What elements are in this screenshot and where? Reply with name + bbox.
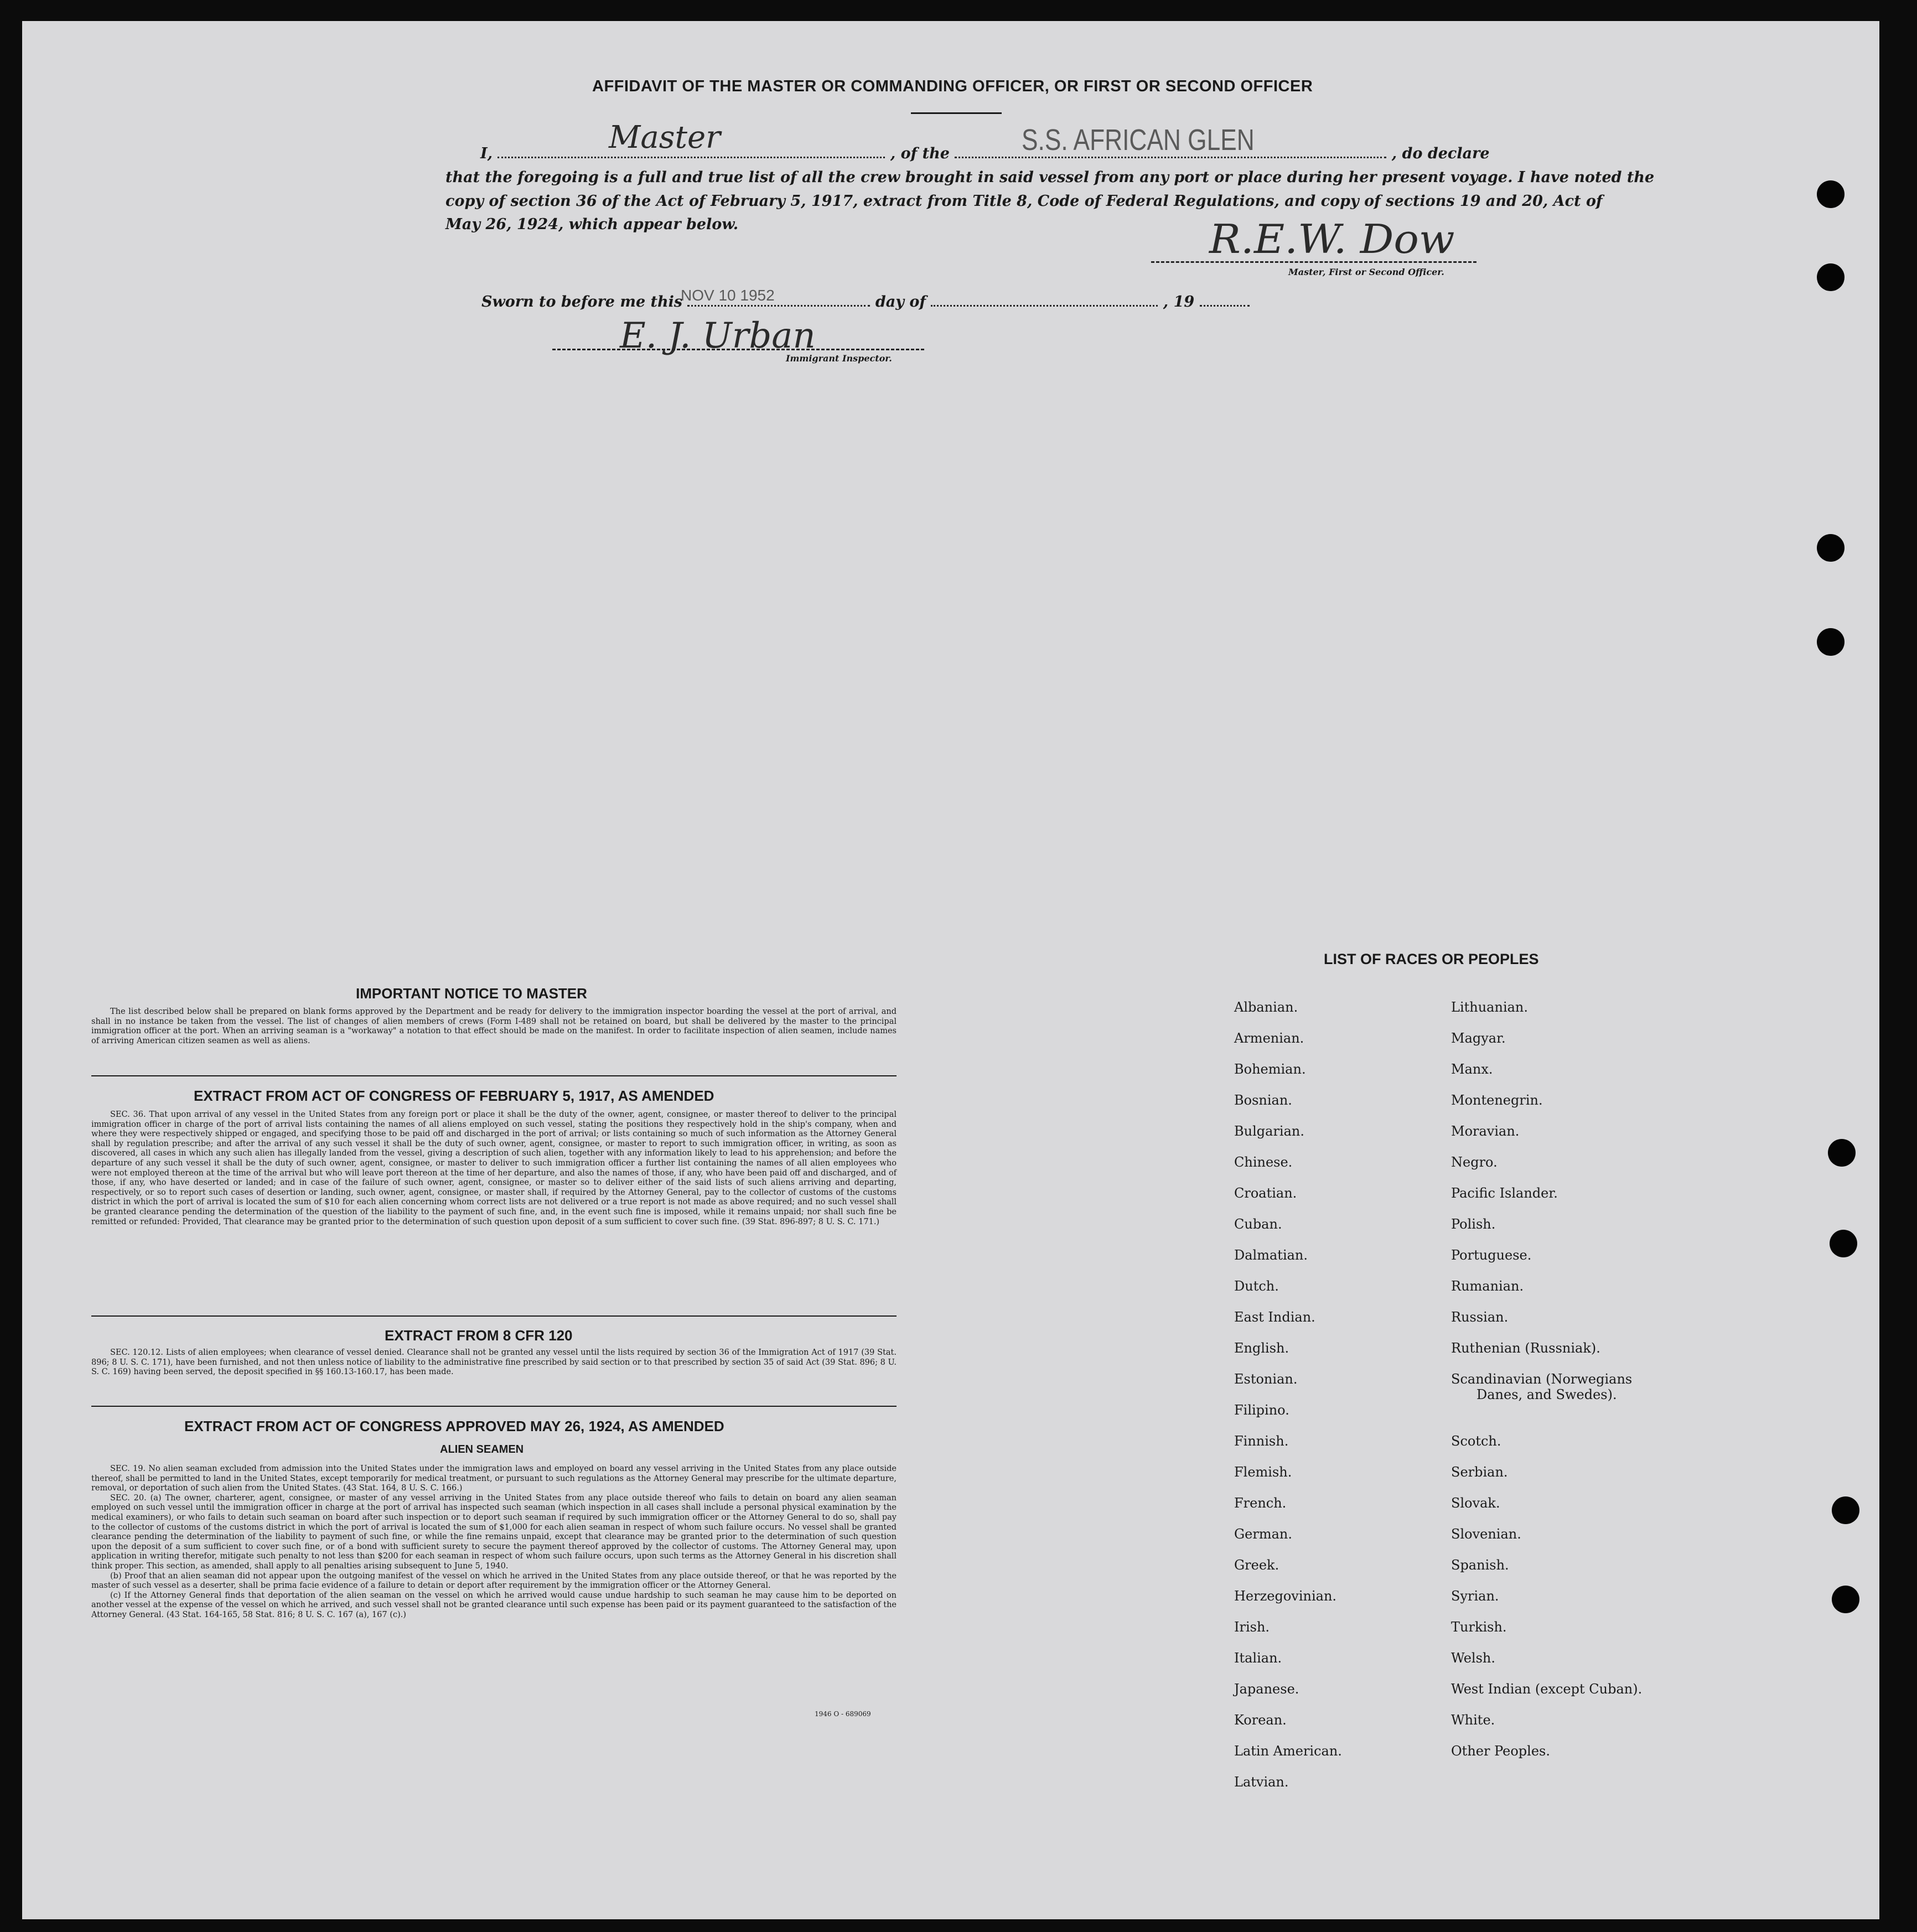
race-item: Moravian. [1451,1123,1520,1139]
race-item: Turkish. [1451,1619,1507,1635]
section-rule [91,1315,897,1317]
race-item: Japanese. [1234,1681,1299,1697]
sec20c-text: (c) If the Attorney General finds that deportation of the alien seaman on the vessel on which he arrived would cause undue hardship to such seaman he may cause him to be deported on another vessel at the expense of the vessel on which he arrived, and such vessel shall not be granted clearance until such expense has been paid or its payment guaranteed to the satisfaction of the Attorney General. (43 Stat. 164-165, 58 Stat. 816; 8 U. S. C. 167 (a), 167 (c).) [91,1591,897,1619]
extract-1924-subtitle: ALIEN SEAMEN [440,1443,524,1456]
race-item: Negro. [1451,1154,1498,1170]
race-item: Lithuanian. [1451,999,1529,1015]
vessel-name-stamp: S.S. AFRICAN GLEN [1022,123,1255,157]
race-item: Scotch. [1451,1433,1501,1449]
race-item: Irish. [1234,1619,1270,1635]
extract-1924-body [91,1464,897,1620]
race-item: Pacific Islander. [1451,1185,1558,1201]
extract-cfr-text: SEC. 120.12. Lists of alien employees; when clearance of vessel denied. Clearance shall not be granted any vessel until the lists required by section 36 of the Immigration Act of 1917 (39 Stat. 896; 8 U. S. C. 171), have been furnished, and not then unless notice of liability to the administrative fine prescribed by said section or to that prescribed by section 35 of said Act (39 Stat. 896; 8 U. S. C. 169) having been served, the deposit specified in §§ 160.13-160.17, has been made. [91,1348,897,1377]
race-item: Chinese. [1234,1154,1293,1170]
punch-hole [1817,263,1845,291]
race-item: Bohemian. [1234,1061,1306,1077]
race-item: Serbian. [1451,1464,1508,1480]
officer-handwritten: Master [609,120,721,156]
sworn-day-of: day of [875,293,926,310]
race-item: East Indian. [1234,1309,1315,1325]
inspector-signature-line [552,349,924,350]
notice-title: IMPORTANT NOTICE TO MASTER [356,985,587,1002]
sworn-line [481,293,1250,310]
race-item: Albanian. [1234,999,1298,1015]
punch-hole [1817,628,1845,656]
punch-hole [1832,1496,1859,1524]
sworn-prefix: Sworn to before me this [481,293,683,310]
extract-cfr-title: EXTRACT FROM 8 CFR 120 [385,1327,573,1344]
notice-text: The list described below shall be prepared on blank forms approved by the Department and be ready for delivery to the immigration inspector boarding the vessel at the port of arrival, and shall in no instance be taken from the vessel. The list of changes of alien members of crews (Form I-489 shall not be retained on board, but shall be delivered by the master to the principal immigration officer at the port. When an arriving seaman is a "workaway" a notation to that effect should be made on the manifest. In order to facilitate inspection of alien seamen, include names of arriving American citizen seamen as well as aliens. [91,1007,897,1045]
race-item: Croatian. [1234,1185,1297,1201]
race-item: Scandinavian (Norwegians [1451,1371,1633,1387]
punch-hole [1830,1230,1857,1257]
race-item: Welsh. [1451,1650,1495,1666]
extract-1917-body [91,1110,897,1227]
race-item: Estonian. [1234,1371,1298,1387]
race-item: West Indian (except Cuban). [1451,1681,1643,1697]
extract-cfr-body [91,1348,897,1377]
race-item: Flemish. [1234,1464,1292,1480]
race-item: Manx. [1451,1061,1493,1077]
affidavit-line2: that the foregoing is a full and true list of all the crew brought in said vessel from any port or place during her present voyage. I have noted the [445,169,1655,186]
race-item: Slovak. [1451,1495,1500,1511]
punch-hole [1832,1586,1859,1613]
race-item: Spanish. [1451,1557,1509,1573]
affidavit-title: AFFIDAVIT OF THE MASTER OR COMMANDING OFFICER, OR FIRST OR SECOND OFFICER [592,77,1313,95]
affidavit-line3: copy of section 36 of the Act of February 5, 1917, extract from Title 8, Code of Federal Regulations, and copy of sections 19 and 20, Act of [445,193,1603,210]
race-item: Montenegrin. [1451,1092,1543,1108]
race-item: English. [1234,1340,1289,1356]
sec19-text: SEC. 19. No alien seaman excluded from admission into the United States under the immigration laws and employed on board any vessel arriving in the United States from any place outside thereof, shall be permitted to land in the United States, except temporarily for medical treatment, or pursuant to such regulations as the Attorney General may prescribe for the ultimate departure, removal, or deportation of such alien from the United States. (43 Stat. 164, 8 U. S. C. 166.) [91,1464,897,1493]
race-item: Syrian. [1451,1588,1499,1604]
races-title: LIST OF RACES OR PEOPLES [1324,951,1539,967]
race-item: Filipino. [1234,1402,1289,1418]
line1-prefix: I, [480,145,493,162]
punch-hole [1817,180,1845,208]
sworn-year-field [1200,302,1250,307]
sworn-month-field [931,302,1158,307]
race-item: Magyar. [1451,1030,1506,1046]
race-item: White. [1451,1712,1495,1728]
inspector-caption: Immigrant Inspector. [786,353,892,364]
master-signature-line [1151,261,1476,263]
race-item: Italian. [1234,1650,1282,1666]
sec20a-text: SEC. 20. (a) The owner, charterer, agent, consignee, or master of any vessel arriving in the United States from any place outside thereof who fails to detain on board any alien seaman employed on such vessel until the immigration officer in charge at the port of arrival has inspected such seaman (which inspection in all cases shall include a personal physical examination by the medical examiners), or who fails to detain such seaman on board after such inspection or to deport such seaman if required by such immigration officer or the Attorney General to do so, shall pay to the collector of customs of the customs district in which the port of arrival is located the sum of $1,000 for each alien seaman in respect of whom such failure occurs. No vessel shall be granted clearance pending the determination of the liability to payment of such fine, or while the fine remains unpaid, except that clearance may be granted prior to the determination of such question upon the deposit of a sum sufficient to cover such fine, or of a bond with sufficient surety to secure the payment thereof approved by the collector of customs. The Attorney General may, upon application in writing therefor, mitigate such penalty to not less than $200 for each seaman in respect of whom such failure occurs, upon such terms as the Attorney General in his discretion shall think proper. This section, as amended, shall apply to all penalties arising subsequent to June 5, 1940. [91,1493,897,1571]
race-item: Armenian. [1234,1030,1304,1046]
sworn-year-prefix: , 19 [1163,293,1195,310]
race-item: Latvian. [1234,1774,1289,1790]
notice-body [91,1007,897,1046]
inspector-signature: E. J. Urban [620,315,816,356]
race-item: Rumanian. [1451,1278,1524,1294]
master-signature: R.E.W. Dow [1209,216,1455,262]
race-item: Portuguese. [1451,1247,1532,1263]
punch-hole [1817,534,1845,562]
sworn-date-stamp: NOV 10 1952 [681,287,775,304]
race-item: Greek. [1234,1557,1279,1573]
extract-1917-title: EXTRACT FROM ACT OF CONGRESS OF FEBRUARY 5, 1917, AS AMENDED [194,1087,714,1104]
title-rule [911,112,1002,114]
race-item: Latin American. [1234,1743,1342,1759]
race-item: Dalmatian. [1234,1247,1308,1263]
race-item: Finnish. [1234,1433,1289,1449]
race-item: Bulgarian. [1234,1123,1304,1139]
race-item: German. [1234,1526,1292,1542]
line1-suffix: , do declare [1391,145,1490,162]
race-item-continuation: Danes, and Swedes). [1476,1387,1617,1402]
race-item: Other Peoples. [1451,1743,1550,1759]
master-caption: Master, First or Second Officer. [1288,267,1444,277]
line1-of-the: , of the [890,145,950,162]
race-item: Korean. [1234,1712,1287,1728]
race-item: Dutch. [1234,1278,1279,1294]
race-item: Bosnian. [1234,1092,1292,1108]
race-item: French. [1234,1495,1287,1511]
race-item: Slovenian. [1451,1526,1521,1542]
print-code: 1946 O - 689069 [815,1710,871,1718]
section-rule [91,1075,897,1076]
affidavit-line4: May 26, 1924, which appear below. [445,216,739,233]
race-item: Polish. [1451,1216,1496,1232]
extract-1917-text: SEC. 36. That upon arrival of any vessel in the United States from any foreign port or place it shall be the duty of the owner, agent, consignee, or master thereof to deliver to the principal immigration officer in charge of the port of arrival lists containing the names of all aliens employed on such vessel, stating the positions they respectively hold in the ship's company, when and where they were respectively shipped or engaged, and specifying those to be paid off and discharged in the port of arrival; or lists containing so much of such information as the Attorney General shall by regulation prescribe; and after the arrival of any such vessel it shall be the duty of such owner, agent, consignee, or master to report to such immigration officer, in writing, as soon as discovered, all cases in which any such alien has illegally landed from the vessel, giving a description of such alien, together with any information likely to lead to his apprehension; and before the departure of any such vessel it shall be the duty of such owner, agent, consignee, or master to deliver to such immigration officer a further list containing the names of all alien employees who were not employed thereon at the time of the arrival but who will leave port thereon at the time of her departure, and also the names of those, if any, who have been paid off and discharged, and of those, if any, who have deserted or landed; and in case of the failure of such owner, agent, consignee, or master so to deliver either of the said lists of such aliens arriving and departing, respectively, or so to report such cases of desertion or landing, such owner, agent, consignee, or master shall, if required by the Attorney General, pay to the collector of customs of the customs district in which the port of arrival is located the sum of $10 for each alien concerning whom correct lists are not delivered or a true report is not made as above required; and no such vessel shall be granted clearance pending the determination of the question of the liability to the payment of such fine, and, in the event such fine is imposed, while it remains unpaid; nor shall such fine be remitted or refunded: Provided, That clearance may be granted prior to the determination of such question upon deposit of a sum sufficient to cover such fine. (39 Stat. 896-897; 8 U. S. C. 171.) [91,1110,897,1226]
sec20b-text: (b) Proof that an alien seaman did not appear upon the outgoing manifest of the vessel on which he arrived in the United States from any place outside thereof, or that he was reported by the master of such vessel as a deserter, shall be prima facie evidence of a failure to detain or deport after requirement by the immigration officer or the Attorney General. [91,1571,897,1591]
race-item: Cuban. [1234,1216,1282,1232]
race-item: Russian. [1451,1309,1509,1325]
extract-1924-title: EXTRACT FROM ACT OF CONGRESS APPROVED MAY 26, 1924, AS AMENDED [184,1418,724,1434]
section-rule [91,1406,897,1407]
race-item: Herzegovinian. [1234,1588,1337,1604]
punch-hole [1828,1139,1856,1167]
race-item: Ruthenian (Russniak). [1451,1340,1600,1356]
